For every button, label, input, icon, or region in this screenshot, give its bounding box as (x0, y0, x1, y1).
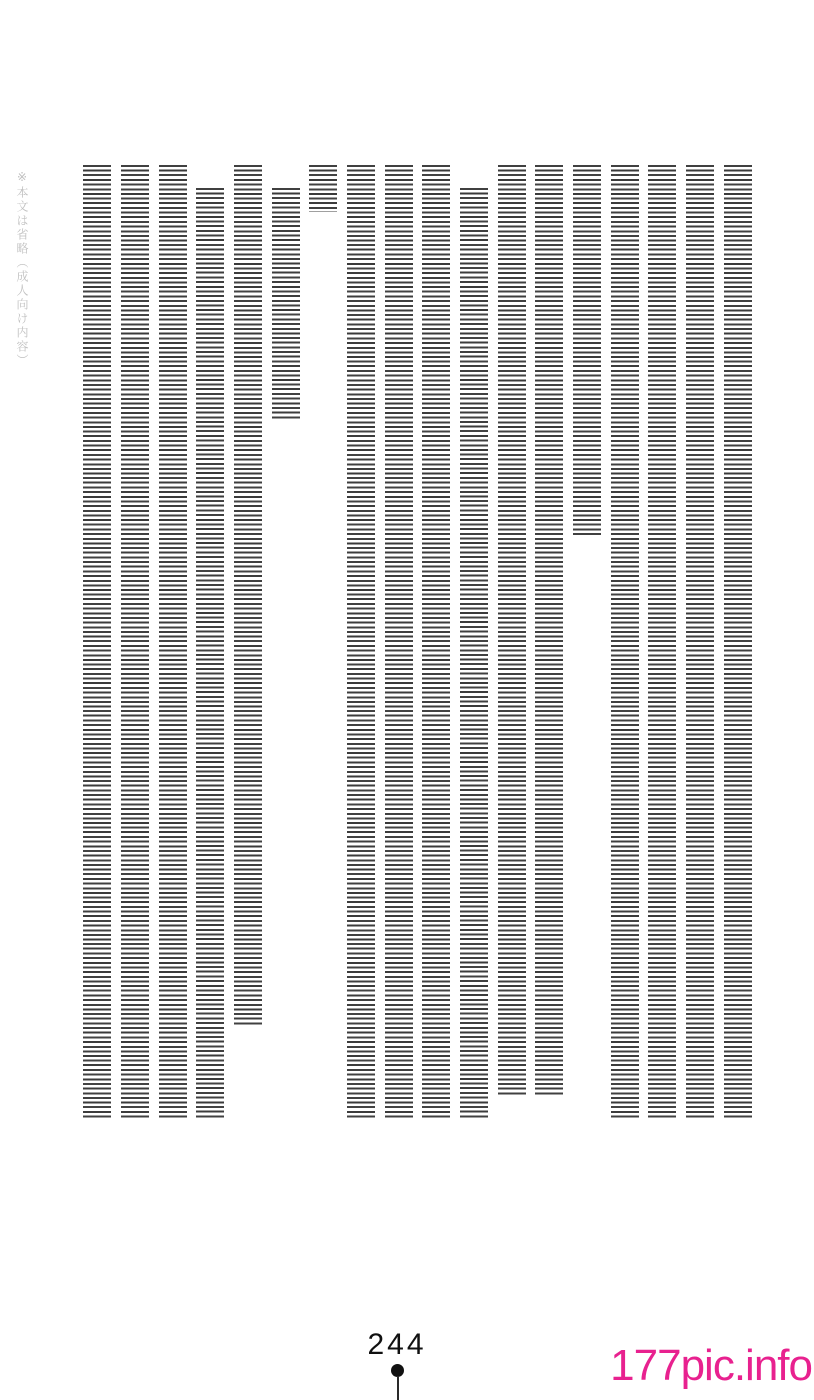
text-column (347, 165, 375, 1120)
text-column (573, 165, 601, 538)
text-column (460, 188, 488, 1120)
text-column (498, 165, 526, 1097)
page-ornament-line (397, 1376, 399, 1400)
text-column (535, 165, 563, 1097)
text-column (272, 188, 300, 421)
text-column (686, 165, 714, 1120)
text-column (724, 165, 752, 1120)
text-column (611, 165, 639, 1120)
text-column (159, 165, 187, 1120)
watermark-text: 177pic.info (610, 1341, 812, 1390)
text-column (422, 165, 450, 1120)
text-column (234, 165, 262, 1027)
text-column (121, 165, 149, 1120)
text-column (83, 165, 111, 1120)
page-number: 244 (367, 1328, 427, 1361)
text-column (309, 165, 337, 212)
text-column (385, 165, 413, 1120)
redaction-note: ※本文は省略（成人向け内容） (15, 170, 29, 368)
text-column (648, 165, 676, 1120)
text-column (196, 188, 224, 1120)
